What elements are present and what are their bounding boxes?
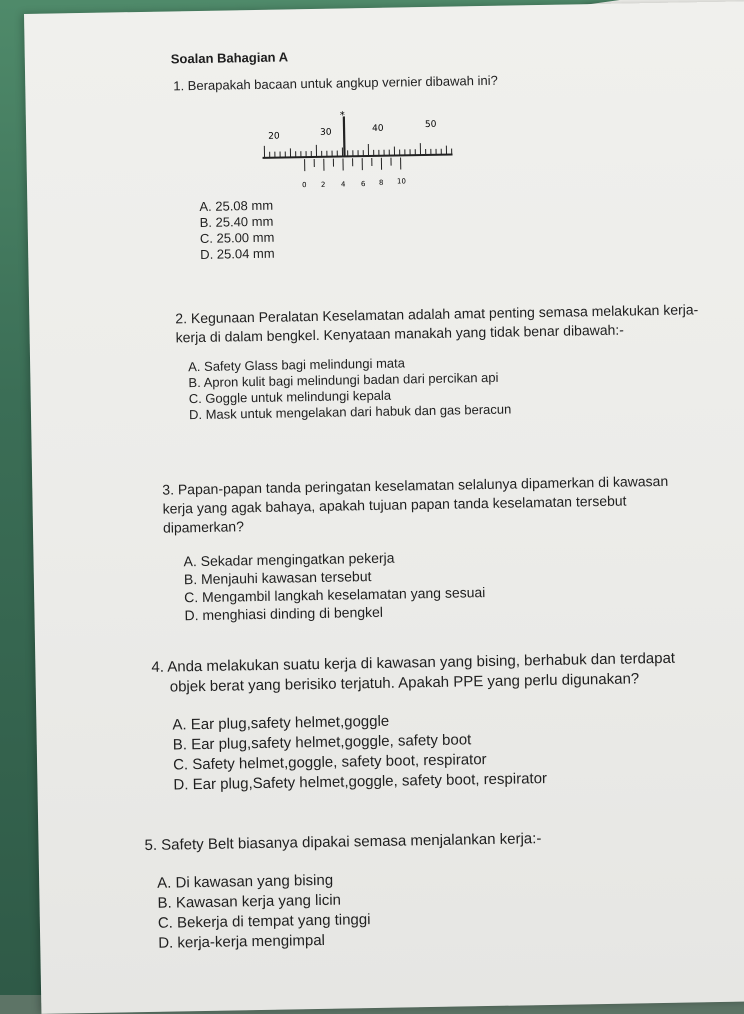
main-label-40: 40 (372, 124, 384, 134)
vernier-label-10: 10 (397, 177, 406, 185)
q2-option-c: C. Goggle untuk melindungi kepala (189, 388, 392, 407)
q3-option-a: A. Sekadar mengingatkan pekerja (183, 550, 394, 570)
q4-option-c: C. Safety helmet,goggle, safety boot, respirator (173, 751, 487, 773)
q5-option-a: A. Di kawasan yang bising (157, 872, 333, 892)
vernier-label-4: 4 (341, 180, 346, 188)
q1-option-b: B. 25.40 mm (200, 214, 274, 230)
question-5-text: 5. Safety Belt biasanya dipakai semasa menjalankan kerja:- (144, 830, 541, 854)
q4-option-b: B. Ear plug,safety helmet,goggle, safety boot (173, 731, 472, 753)
q4-option-a: A. Ear plug,safety helmet,goggle (172, 713, 389, 734)
q2-option-d: D. Mask untuk mengelakan dari habuk dan gas beracun (189, 402, 512, 423)
q3-option-c: C. Mengambil langkah keselamatan yang sesuai (184, 584, 485, 605)
vernier-caliper-diagram (254, 104, 466, 198)
main-label-20: 20 (268, 132, 280, 142)
vernier-scale-ticks (305, 157, 401, 171)
q5-option-c: C. Bekerja di tempat yang tinggi (158, 911, 371, 932)
zero-marker-symbol: * (340, 110, 345, 121)
vernier-label-2: 2 (321, 181, 326, 189)
q5-option-b: B. Kawasan kerja yang licin (157, 892, 341, 912)
q2-option-a: A. Safety Glass bagi melindungi mata (188, 355, 405, 374)
main-label-50: 50 (425, 120, 437, 130)
question-3-text-line2: kerja yang agak bahaya, apakah tujuan papan tanda keselamatan tersebut (163, 493, 627, 517)
question-1-text: 1. Berapakah bacaan untuk angkup vernier dibawah ini? (173, 73, 498, 94)
section-title: Soalan Bahagian A (171, 49, 289, 66)
question-3-text-line1: 3. Papan-papan tanda peringatan keselamatan selalunya dipamerkan di kawasan (162, 473, 668, 498)
vernier-label-8: 8 (379, 179, 384, 187)
q4-option-d: D. Ear plug,Safety helmet,goggle, safety boot, respirator (173, 770, 547, 794)
question-4-text-line2: objek berat yang berisiko terjatuh. Apakah PPE yang perlu digunakan? (170, 670, 640, 695)
question-2-text-line2: kerja di dalam bengkel. Kenyataan manakah yang tidak benar dibawah:- (176, 322, 625, 346)
vernier-label-0: 0 (302, 181, 307, 189)
q3-option-b: B. Menjauhi kawasan tersebut (184, 568, 372, 587)
main-label-30: 30 (320, 128, 332, 138)
q5-option-d: D. kerja-kerja mengimpal (158, 932, 325, 952)
zero-marker-line (344, 116, 345, 156)
question-4-text-line1: 4. Anda melakukan suatu kerja di kawasan yang bising, berhabuk dan terdapat (151, 650, 675, 676)
q1-option-a: A. 25.08 mm (199, 198, 273, 214)
question-3-text-line3: dipamerkan? (163, 518, 244, 535)
question-2-text-line1: 2. Kegunaan Peralatan Keselamatan adalah amat penting semasa melakukan kerja- (175, 301, 698, 326)
vernier-label-6: 6 (361, 180, 366, 188)
q1-option-c: C. 25.00 mm (200, 230, 275, 246)
question-paper (24, 1, 744, 1014)
q1-option-d: D. 25.04 mm (200, 246, 275, 262)
q2-option-b: B. Apron kulit bagi melindungi badan dari percikan api (188, 370, 498, 390)
q3-option-d: D. menghiasi dinding di bengkel (184, 604, 383, 623)
